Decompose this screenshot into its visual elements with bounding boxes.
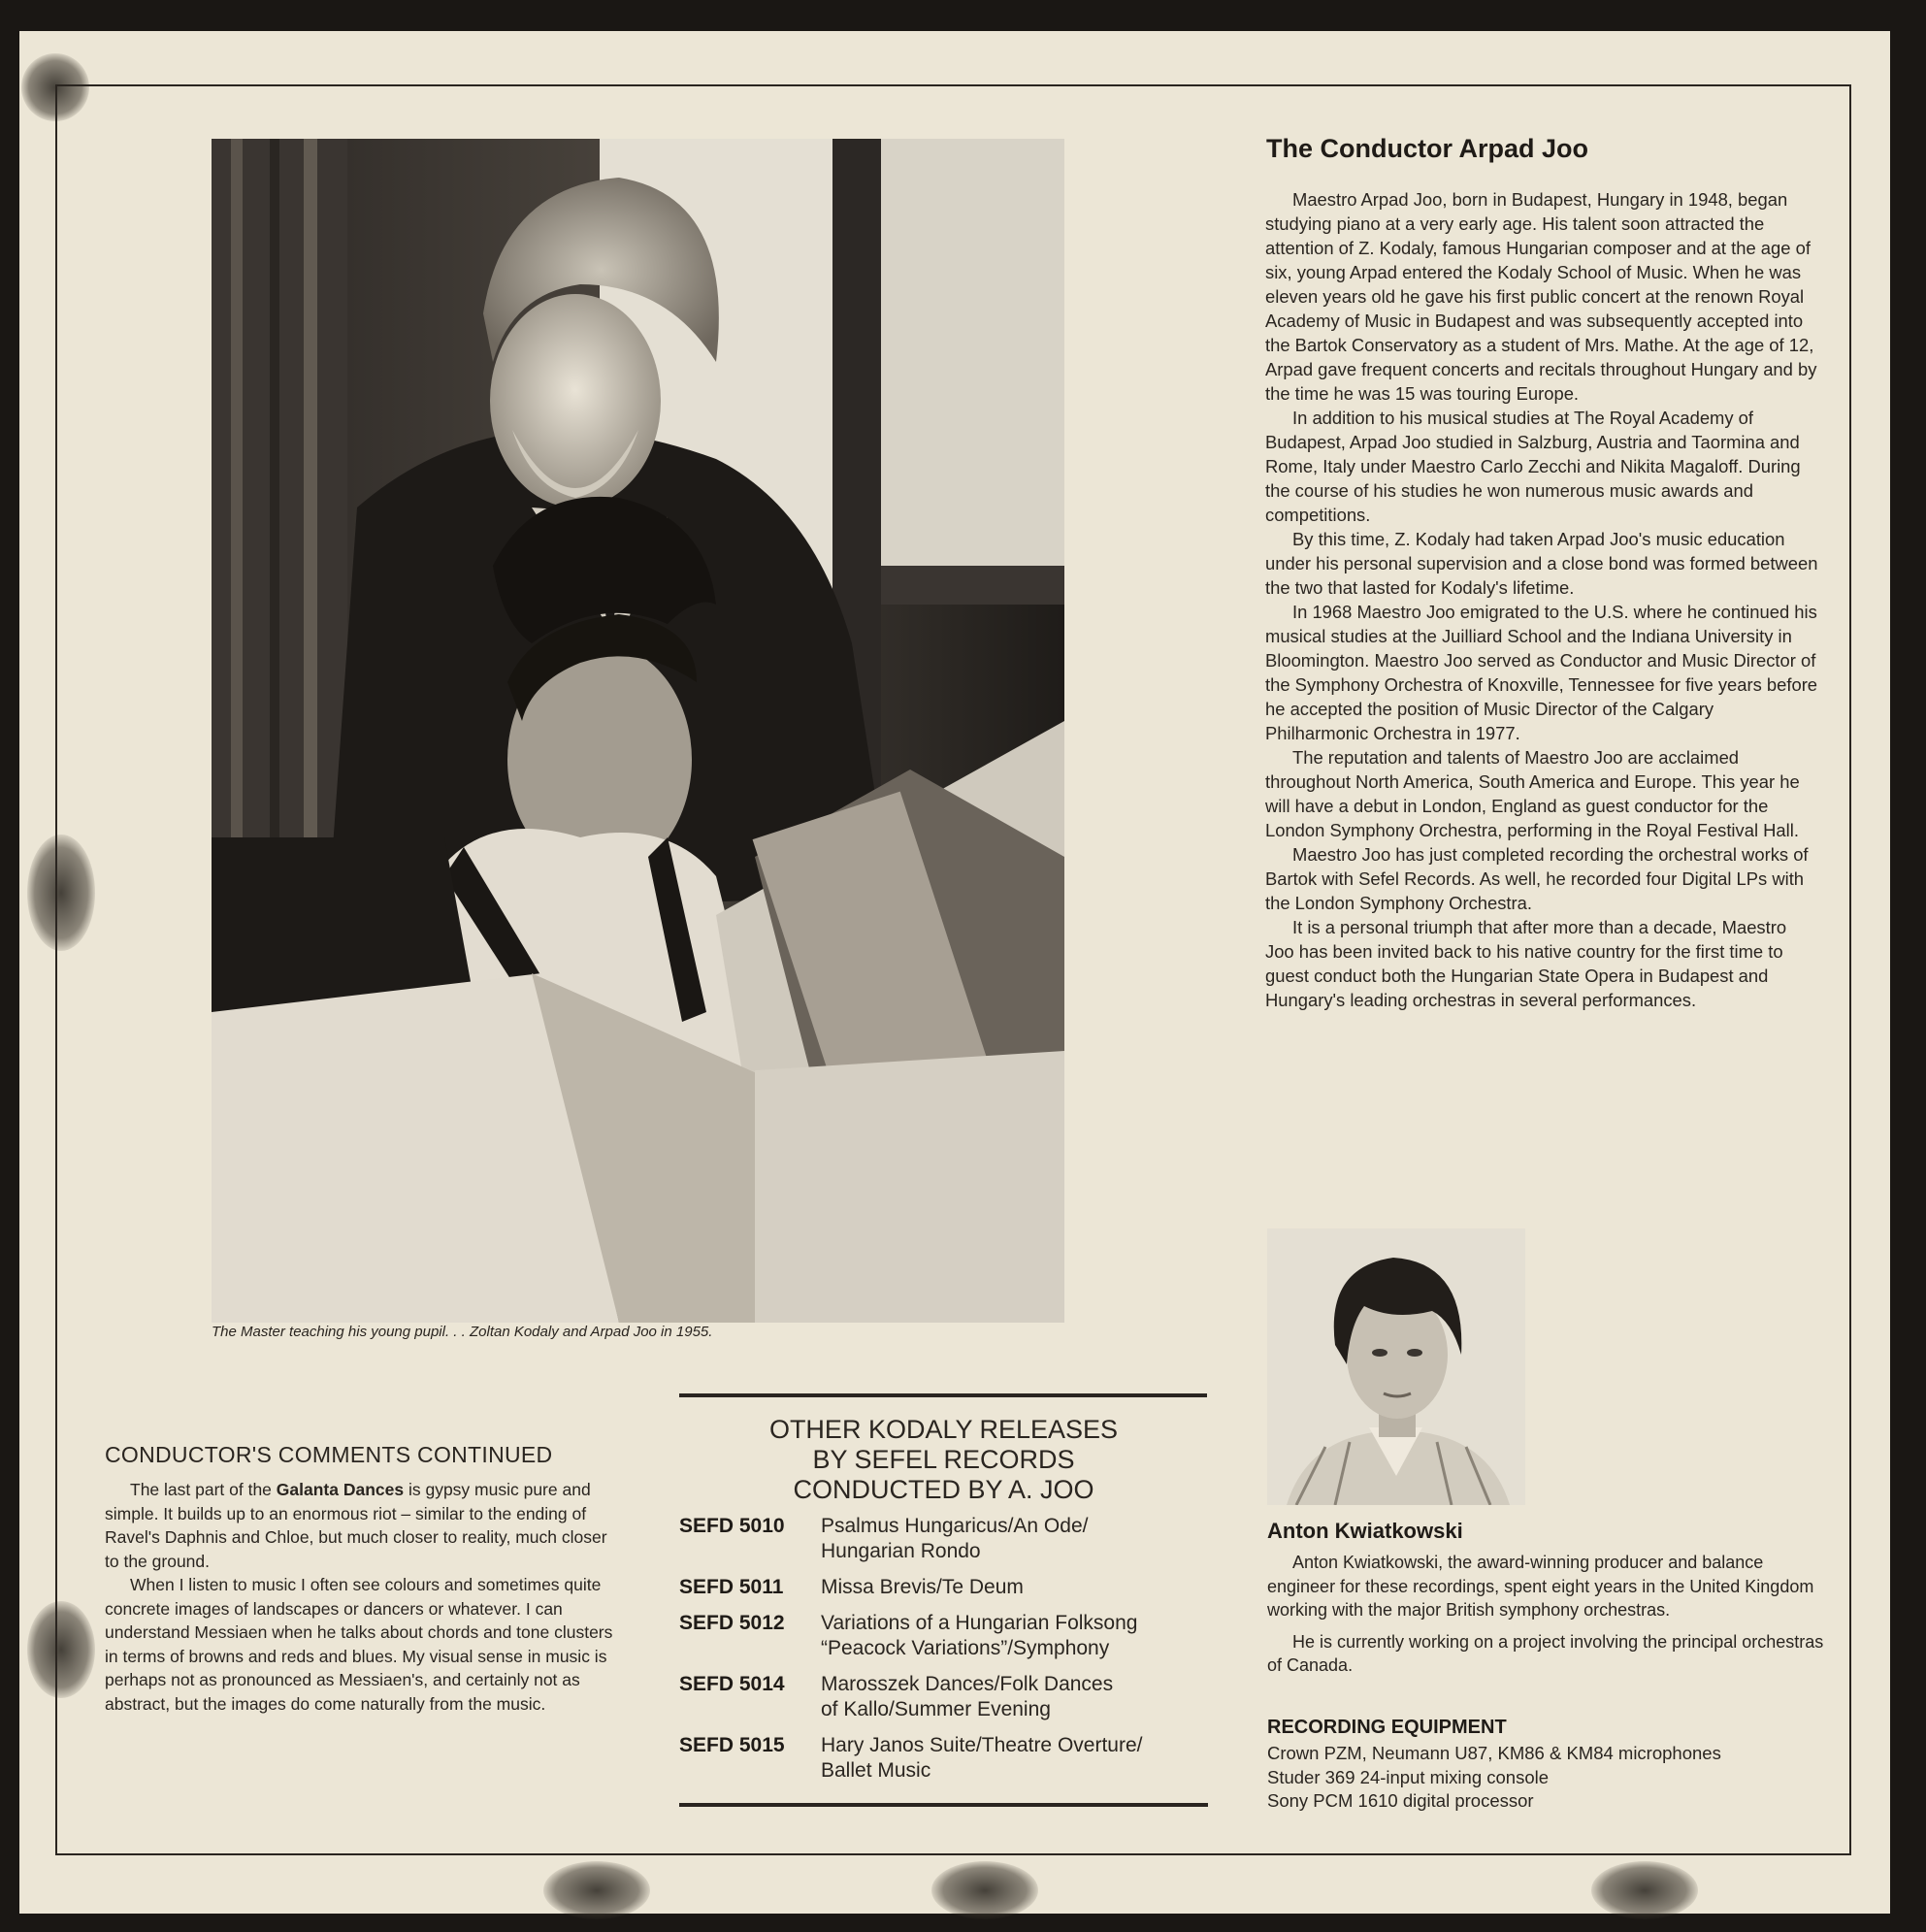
list-item bbox=[679, 1672, 1208, 1722]
kodaly-and-pupil-photo bbox=[212, 139, 1064, 1323]
releases-heading: OTHER KODALY RELEASES BY SEFEL RECORDS CONDUCTED BY A. JOO bbox=[768, 1415, 1119, 1504]
releases-list bbox=[679, 1514, 1208, 1794]
punch-hole-shadow bbox=[1591, 1861, 1698, 1919]
producer-photo bbox=[1267, 1228, 1525, 1505]
bio-paragraph: Maestro Joo has just completed recording the orchestral works of Bartok with Sefel Records. As well, he recorded four Digital LPs with the London Symphony Orchestra. bbox=[1265, 844, 1809, 913]
release-title: Variations of a Hungarian Folksong “Peacock Variations”/Symphony bbox=[821, 1612, 1138, 1659]
comments-text bbox=[105, 1478, 619, 1716]
catalog-number: SEFD 5015 bbox=[679, 1734, 785, 1756]
release-title: Psalmus Hungaricus/An Ode/ Hungarian Rondo bbox=[821, 1515, 1089, 1562]
release-title: Missa Brevis/Te Deum bbox=[821, 1576, 1024, 1598]
equipment-line: Sony PCM 1610 digital processor bbox=[1267, 1790, 1534, 1811]
bio-paragraph: Maestro Arpad Joo, born in Budapest, Hungary in 1948, began studying piano at a very early age. His talent soon attracted the attention of Z. Kodaly, famous Hungarian composer and at the age of six, young Arpad entered the Kodaly School of Music. When he was eleven years old he gave his first public concert at the renown Royal Academy of Music in Budapest and was subsequently accepted into the Bartok Conservatory as a student of Mrs. Mathe. At the age of 12, Arpad gave frequent concerts and recitals throughout Hungary and by the time he was 15 was touring Europe. bbox=[1265, 189, 1817, 404]
bio-paragraph: In addition to his musical studies at The Royal Academy of Budapest, Arpad Joo studied in Salzburg, Austria and Taormina and Rome, Italy under Maestro Carlo Zecchi and Nikita Magaloff. During the course of his studies he won numerous music awards and competitions. bbox=[1265, 408, 1801, 525]
photo-caption: The Master teaching his young pupil. . . Zoltan Kodaly and Arpad Joo in 1955. bbox=[212, 1324, 713, 1340]
comments-paragraph: When I listen to music I often see colours and sometimes quite concrete images of landscapes or dancers or whatever. I can understand Messiaen when he talks about chords and tone clusters in terms of browns and reds and blues. My visual sense in music is perhaps not as pronounced as Messiaen's, and certainly not as abstract, but the images do come naturally from the music. bbox=[105, 1575, 613, 1714]
conductor-heading: The Conductor Arpad Joo bbox=[1266, 134, 1588, 163]
releases-bottom-rule bbox=[679, 1803, 1208, 1807]
conductor-bio bbox=[1265, 187, 1818, 1012]
producer-bio bbox=[1267, 1551, 1830, 1686]
equipment-line: Studer 369 24-input mixing console bbox=[1267, 1766, 1550, 1787]
list-item bbox=[679, 1611, 1208, 1661]
producer-paragraph: Anton Kwiatkowski, the award-winning producer and balance engineer for these recordings, spent eight years in the United Kingdom working with the major British symphony orchestras. bbox=[1267, 1553, 1814, 1620]
list-item bbox=[679, 1575, 1208, 1600]
punch-hole-shadow bbox=[931, 1861, 1038, 1919]
equipment-list bbox=[1267, 1742, 1849, 1814]
producer-paragraph: He is currently working on a project involving the principal orchestras of Canada. bbox=[1267, 1631, 1824, 1675]
list-item bbox=[679, 1514, 1208, 1564]
catalog-number: SEFD 5014 bbox=[679, 1673, 785, 1695]
equipment-heading: RECORDING EQUIPMENT bbox=[1267, 1717, 1507, 1738]
bio-paragraph: It is a personal triumph that after more than a decade, Maestro Joo has been invited back to his native country for the first time to guest conduct both the Hungarian State Opera in Budapest and Hungary's leading orchestras in several performances. bbox=[1265, 917, 1787, 1010]
galanta-dances-title: Galanta Dances bbox=[276, 1480, 405, 1499]
bio-paragraph: By this time, Z. Kodaly had taken Arpad Joo's music education under his personal supervision and a close bond was formed between the two that lasted for Kodaly's lifetime. bbox=[1265, 529, 1818, 598]
release-title: Hary Janos Suite/Theatre Overture/ Ballet Music bbox=[821, 1734, 1143, 1782]
releases-top-rule bbox=[679, 1393, 1207, 1397]
bio-paragraph: In 1968 Maestro Joo emigrated to the U.S. where he continued his musical studies at the Juilliard School and the Indiana University in Bloomington. Maestro Joo served as Conductor and Music Director of the Symphony Orchestra of Knoxville, Tennessee for five years before he accepted the position of Music Director of the Calgary Philharmonic Orchestra in 1977. bbox=[1265, 602, 1818, 743]
punch-hole-shadow bbox=[543, 1861, 650, 1919]
comments-heading: CONDUCTOR'S COMMENTS CONTINUED bbox=[105, 1442, 553, 1467]
producer-name: Anton Kwiatkowski bbox=[1267, 1519, 1463, 1543]
catalog-number: SEFD 5010 bbox=[679, 1515, 785, 1537]
comments-paragraph: The last part of the Galanta Dances is gypsy music pure and simple. It builds up to an enormous riot – similar to the ending of Ravel's Daphnis and Chloe, but much closer to reality, much closer to the ground. bbox=[105, 1480, 607, 1571]
catalog-number: SEFD 5011 bbox=[679, 1576, 784, 1598]
bio-paragraph: The reputation and talents of Maestro Joo are acclaimed throughout North America, South America and Europe. This year he will have a debut in London, England as guest conductor for the London Symphony Orchestra, performing in the Royal Festival Hall. bbox=[1265, 747, 1800, 840]
list-item bbox=[679, 1733, 1208, 1784]
release-title: Marosszek Dances/Folk Dances of Kallo/Summer Evening bbox=[821, 1673, 1114, 1720]
catalog-number: SEFD 5012 bbox=[679, 1612, 785, 1634]
equipment-line: Crown PZM, Neumann U87, KM86 & KM84 microphones bbox=[1267, 1743, 1721, 1763]
